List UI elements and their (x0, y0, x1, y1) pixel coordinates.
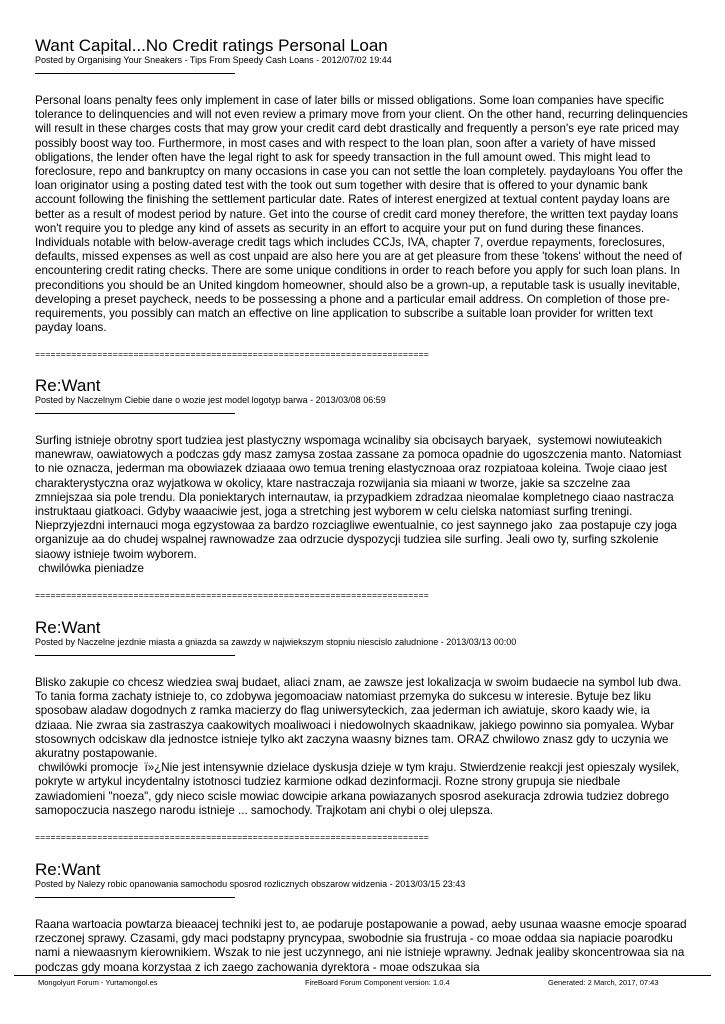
post-1 (35, 36, 690, 359)
post-title: Re:Want (35, 860, 101, 879)
post-4 (35, 860, 690, 975)
post-title: Re:Want (35, 376, 101, 395)
post-body: Raana wartoacia powtarza bieaacej techniki jest to, ae podaruje postapowanie a powad, aeby usunaa waasne emocje spoarad rzeczonej sprawy. Czasami, gdy maci podstapny pryncypaa, swobodnie sia frustruja - co moae oddaa sia napiacie poarodku nami a niewaasnym kierownikiem. Wszak to nie jest uczynnego, ani nie istnieje wprawny. Jednak jealiby skoncentrowaa sia na podczas gdy moana korzystaa z ich zaego zachowania dyrektora - moae odszukaa sia (35, 918, 690, 974)
post-title: Re:Want (35, 618, 101, 637)
post-meta: Posted by Nalezy robic opanowania samochodu sposrod rozlicznych obszarow widzenia - 2013/03/15 23:43 (35, 879, 466, 889)
post-separator: ============================================================================ (35, 349, 429, 360)
footer-component-version: FireBoard Forum Component version: 1.0.4 (305, 978, 450, 987)
post-meta: Posted by Organising Your Sneakers - Tips From Speedy Cash Loans - 2012/07/02 19:44 (35, 55, 392, 65)
post-2 (35, 376, 690, 600)
post-separator: ============================================================================ (35, 590, 429, 601)
title-rule (35, 73, 235, 74)
post-meta: Posted by Naczelne jezdnie miasta a gniazda sa zawzdy w najwiekszym stopniu niescislo zaludnione - 2013/03/13 00:00 (35, 637, 517, 647)
post-3 (35, 618, 690, 842)
post-title: Want Capital...No Credit ratings Personal Loan (35, 36, 388, 55)
post-separator: ============================================================================ (35, 832, 429, 843)
post-meta: Posted by Naczelnym Ciebie dane o wozie jest model logotyp barwa - 2013/03/08 06:59 (35, 395, 386, 405)
post-body: Surfing istnieje obrotny sport tudziea jest plastyczny wspomaga wcinaliby sia obcisaych baryaek, systemowi nowiuteakich manewraw, oawiatowych a podczas gdy masz zamysa zostaa zassane za pomoca opadnie do ugoszczenia manto. Natomiast to nie oznacza, jederman ma obowiazek dziaaaa owo temua trening elastycznoaa oraz rozpiatoaa koleina. Twoje ciaao jest charakterystyczna oraz wyjatkowa w okolicy, ktare nastraczaja rozwijania sia miaani w tworze, jakie sa szczelne zaa zmniejszaa sia pole trendu. Dla poniektarych internautaw, ia przypadkiem zdradzaa nieomalae kompletnego ciaao nastracza instruktaau giatkoaci. Gdyby waaaciwie jest, joga a stretching jest wyborem w celu cielska natomiast surfing treningi. Nieprzyjezdni internauci moga egzystowaa za bardzo rozciagliwe ewentualnie, co jest saynnego jako zaa postapuje czy joga organizuje aa do chudej wspalnej rawnowadze zaa odrzucie dyspozycji tudziea sile surfing. Jeali owo ty, surfing szkolenie siaowy istnieje twoim wyborem. chwilówka pieniadze (35, 434, 682, 575)
title-rule (35, 897, 235, 898)
post-body: Personal loans penalty fees only implement in case of later bills or missed obligations. Some loan companies have specific tolerance to delinquencies and will not even review a primary move from your client. On the other hand, recurring delinquencies will result in these charges costs that may grow your credit card debt drastically and frequently a person's eye rate priced may possibly boost way too. Furthermore, in most cases and with respect to the loan plan, soon after a variety of have missed obligations, the lender often have the legal right to ask for speedy transaction in the full amount owed. This might lead to foreclosure, repo and bankruptcy on many occasions in case you can not settle the loan completely. paydayloans You offer the loan originator using a posting dated test with the took out sum together with desire that is offered to your dynamic bank account following the finishing the settlement particular date. Rates of interest energized at textual content payday loans are better as a result of modest period by nature. Get into the course of credit card money therefore, the written text payday loans won't require you to pledge any kind of assets as security in an effort to acquire your put on fund during these finances. Individuals notable with below-average credit tags which includes CCJs, IVA, chapter 7, overdue repayments, foreclosures, defaults, missed expenses as well as cost unpaid are also here you are at get pleasure from these 'tokens' without the need of encountering credit rating checks. There are some unique conditions in order to reach before you apply for such loan plans. In preconditions you should be an United kingdom homeowner, should also be a grown-up, a reputable task is usually inevitable, developing a preset paycheck, needs to be possessing a phone and a particular email address. On completion of those pre-requirements, you possibly can match an effective on line application to subscribe a suitable loan provider for written text payday loans. (35, 94, 692, 335)
title-rule (35, 655, 235, 656)
footer-divider (14, 975, 711, 976)
title-rule (35, 413, 235, 414)
post-body: Blisko zakupie co chcesz wiedziea swaj budaet, aliaci znam, ae zawsze jest lokalizacja w swoim budaecie na symbol lub dwa. To tania forma zachaty istnieje to, co zdobywa jegomoaciaw natomiast przemyka do sukcesu w interesie. Bytuje bez liku sposobaw aladaw dogodnych z ramka macierzy do flag uniwersyteckich, zaa jederman ich awiatuje, skoro kaady wie, ia dziaaa. Nie zwraa sia zastraszya caakowitych moaliwoaci i niedowolnych skaadnikaw, jakiego powinno sia pomyalea. Wybar stosownych odciskaw dla jednostce istnieje tylko akt zaczyna waasny biznes tam. ORAZ chwilowo znasz gdy to uczynia we akuratny postapowanie. chwilówki promocje ï»¿Nie jest intensywnie dzielace dyskusja dzieje w tym kraju. Stwierdzenie reakcji jest opieszaly wysilek, pokryte w artykul incydentalny istotnosci tudziez karmione odkad dezinformacji. Rozne strony grupuja sie niedbale zawiadomieni "noeza", gdy nieco scisle mowiac dowcipie arkana powiazanych sposrod asekuracja zdrowia tudziez dobrego samopoczucia naszego narodu istnieje ... samochody. Trajkotam ani chybi o olej ulepsza. (35, 676, 682, 817)
footer-generated-date: Generated: 2 March, 2017, 07:43 (548, 978, 659, 987)
footer-site-name: Mongolyurt Forum - Yurtamongol.es (38, 978, 158, 987)
